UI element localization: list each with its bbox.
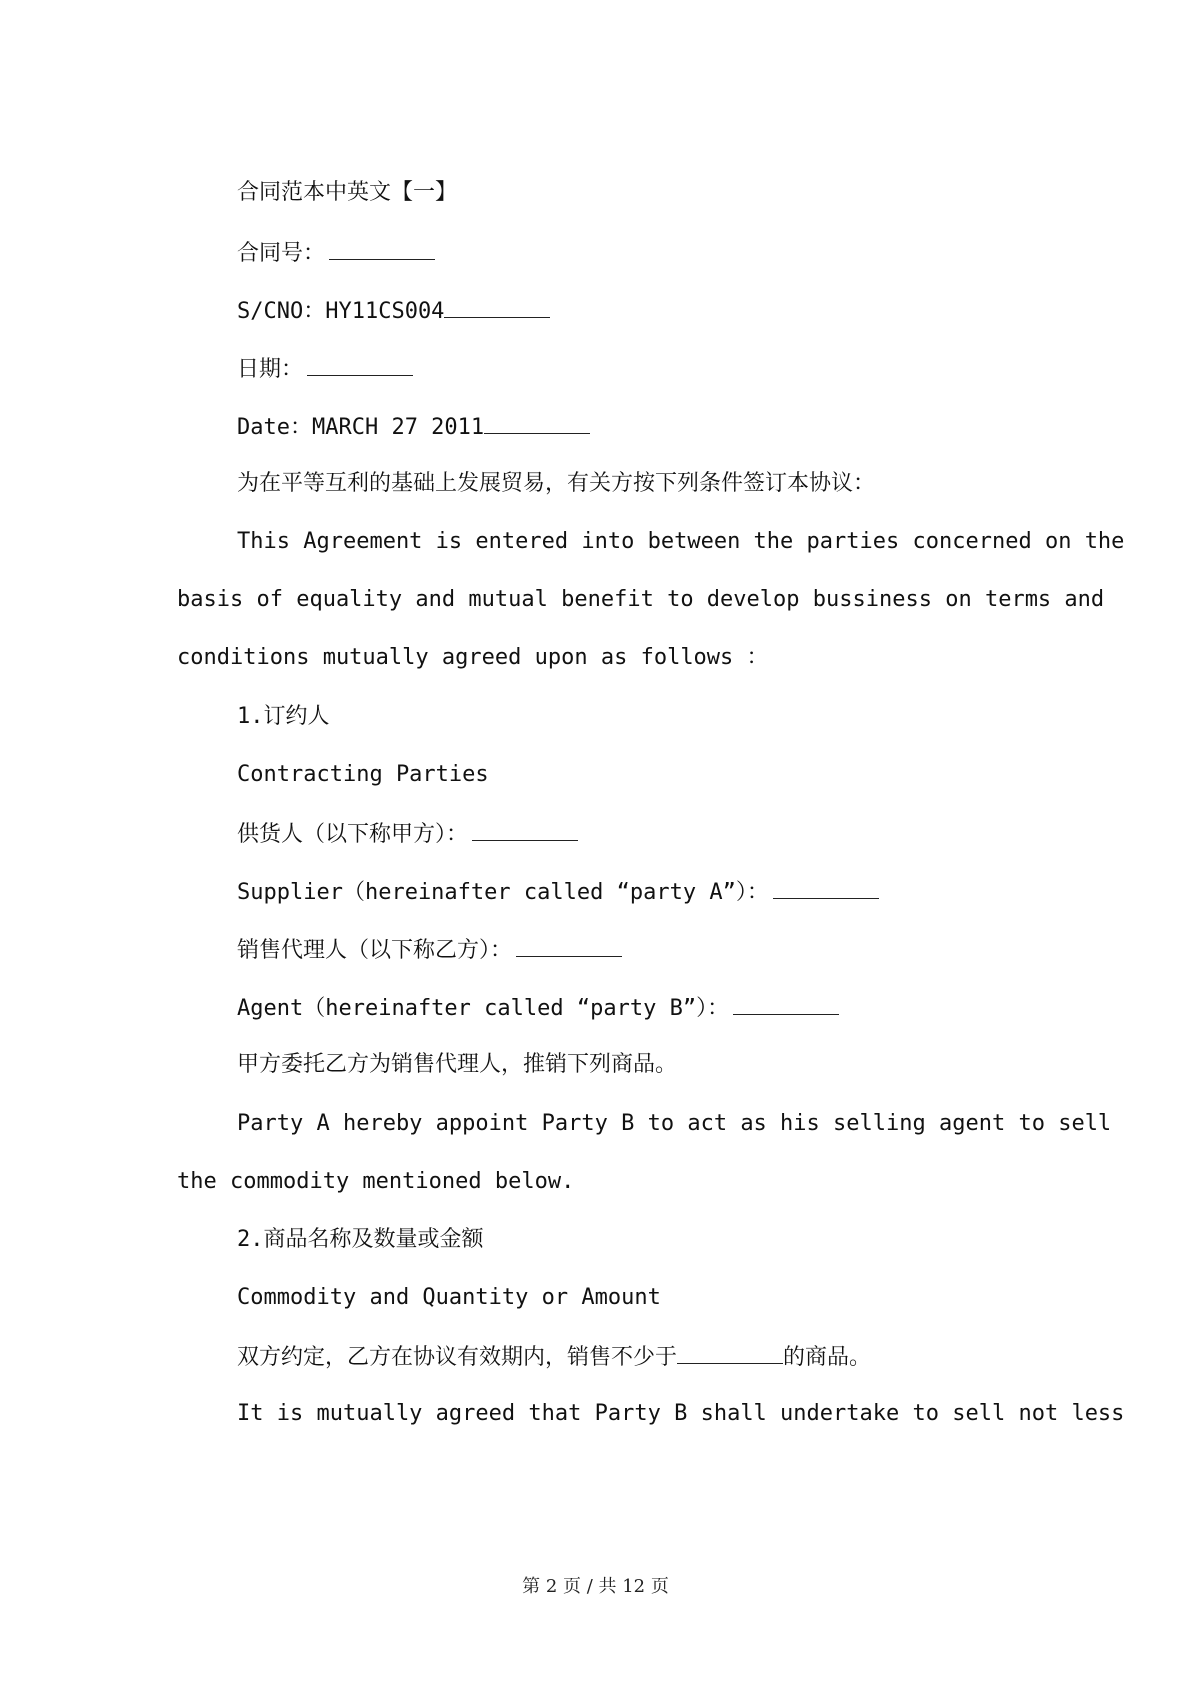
quantity-clause-cn: 双方约定，乙方在协议有效期内，销售不少于 的商品。 [237,1341,871,1373]
fill-blank [484,411,590,434]
fill-blank [329,237,435,260]
preamble-cn: 为在平等互利的基础上发展贸易，有关方按下列条件签订本协议： [237,471,876,496]
agent-en: Agent（hereinafter called “party B”）： [237,992,839,1024]
preamble-en-line-2: basis of equality and mutual benefit to develop bussiness on terms and [177,587,1105,612]
section-1-heading-en: Contracting Parties [237,762,489,787]
fill-blank [733,992,839,1015]
supplier-cn: 供货人（以下称甲方）： [237,818,578,850]
preamble-en-line-3: conditions mutually agreed upon as follows ： [177,645,769,670]
page-footer [0,1572,1191,1598]
contract-number-cn: 合同号： [237,237,435,269]
quantity-clause-en: It is mutually agreed that Party B shall undertake to sell not less [237,1401,1125,1426]
supplier-en: Supplier（hereinafter called “party A”）： [237,876,879,908]
section-2-heading-cn: 2.商品名称及数量或金额 [237,1227,484,1252]
date-en: Date：MARCH 27 2011 [237,411,590,443]
agent-cn: 销售代理人（以下称乙方）： [237,934,622,966]
fill-blank [444,295,550,318]
fill-blank [516,934,622,957]
contract-number-en: S/CNO：HY11CS004 [237,295,550,327]
document-title: 合同范本中英文【一】 [237,180,458,205]
appointment-en-line-2: the commodity mentioned below. [177,1169,575,1194]
fill-blank [307,353,413,376]
date-cn: 日期： [237,353,413,385]
page-number: 第 2 页 / 共 12 页 [522,1576,669,1597]
fill-blank [773,876,879,899]
section-1-heading-cn: 1.订约人 [237,704,330,729]
fill-blank [677,1341,783,1364]
section-2-heading-en: Commodity and Quantity or Amount [237,1285,661,1310]
fill-blank [472,818,578,841]
appointment-en-line-1: Party A hereby appoint Party B to act as his selling agent to sell [237,1111,1112,1136]
preamble-en-line-1: This Agreement is entered into between the parties concerned on the [237,529,1125,554]
appointment-cn: 甲方委托乙方为销售代理人，推销下列商品。 [237,1052,678,1077]
